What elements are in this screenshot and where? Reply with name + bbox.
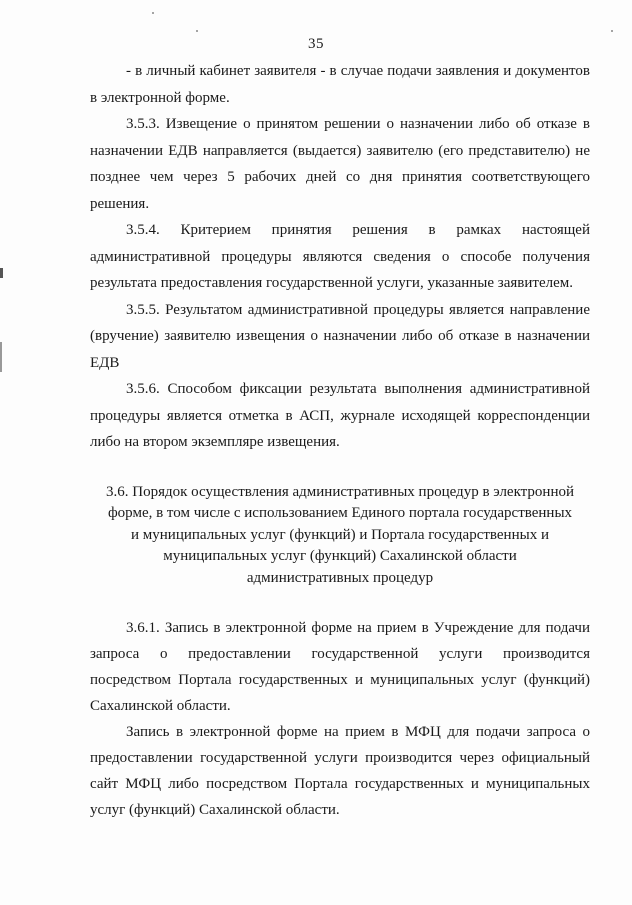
scan-speck <box>611 30 613 32</box>
paragraph-3-5-4: 3.5.4. Критерием принятия решения в рамках настоящей административной процедуры являются сведения о способе получения результата предоставления государственной услуги, указанные заявителем. <box>90 222 590 291</box>
paragraph-3-6-1: 3.6.1. Запись в электронной форме на прием в Учреждение для подачи запроса о предоставлении государственной услуги производится посредством Портала государственных и муниципальных услуг (функций) Сахалинской области. <box>90 620 590 714</box>
scan-edge-mark <box>0 342 2 372</box>
paragraph-3-5-3: 3.5.3. Извещение о принятом решении о назначении либо об отказе в назначении ЕДВ направляется (выдается) заявителю (его представителю) не позднее чем через 5 рабочих дней со дня принятия соответствующего решения. <box>90 116 590 212</box>
paragraph-3-5-5: 3.5.5. Результатом административной процедуры является направление (вручение) заявителю извещения о назначении либо об отказе в назначении ЕДВ <box>90 301 590 371</box>
section-3-6-body <box>90 615 590 823</box>
scan-speck <box>196 30 198 32</box>
paragraph-3-5-6: 3.5.6. Способом фиксации результата выполнения административной процедуры является отметка в АСП, журнале исходящей корреспонденции либо на втором экземпляре извещения. <box>90 381 590 450</box>
paragraph-personal-cabinet: - в личный кабинет заявителя - в случае подачи заявления и документов в электронной форме. <box>90 63 590 106</box>
scan-edge-mark <box>0 268 3 278</box>
paragraph-mfc-appointment: Запись в электронной форме на прием в МФЦ для подачи запроса о предоставлении государственной услуги производится через официальный сайт МФЦ либо посредством Портала государственных и муниципальных услуг (функций) Сахалинской области. <box>90 724 590 818</box>
section-heading-3-6: 3.6. Порядок осуществления административных процедур в электронной форме, в том числе с использованием Единого портала государственных и муниципальных услуг (функций) и Портала государственных и муниципальных услуг (функций) Сахалинской области административных процедур <box>105 483 574 586</box>
page-number: 35 <box>308 36 324 52</box>
scan-speck <box>152 12 154 14</box>
document-body <box>90 58 590 823</box>
